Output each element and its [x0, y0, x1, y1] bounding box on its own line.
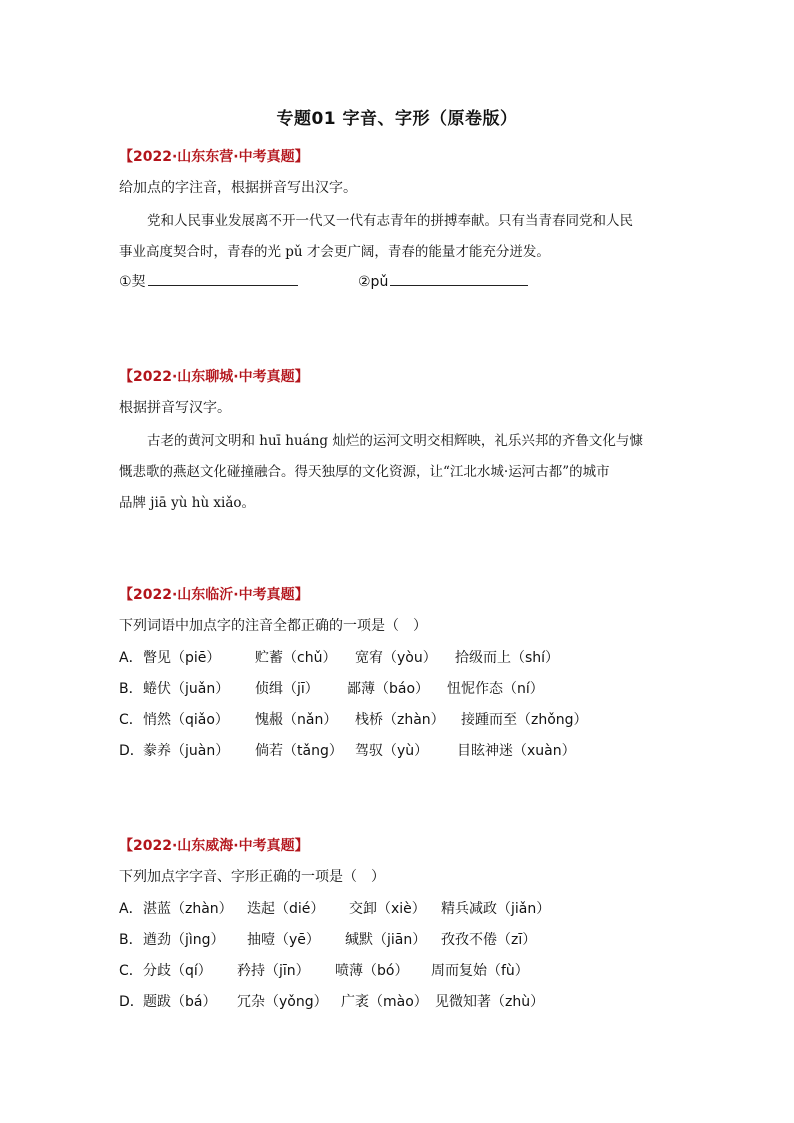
- option-c[interactable]: [119, 960, 529, 980]
- passage-line: 慨悲歌的燕赵文化碰撞融合。得天独厚的文化资源，让“江北水城·运河古都”的城市: [119, 464, 610, 480]
- option-term: 冗杂（yǒng）: [237, 994, 328, 1010]
- option-term: 题跋（bá）: [143, 994, 217, 1010]
- prompt-q1: 给加点的字注音，根据拼音写出汉字。: [119, 180, 357, 196]
- prompt-q3: 下列词语中加点字的注音全都正确的一项是（ ）: [119, 618, 427, 634]
- passage-line: 事业高度契合时，青春的光 pǔ 才会更广阔，青春的能量才能充分迸发。: [119, 244, 550, 260]
- blank1-input[interactable]: [148, 271, 298, 286]
- option-term: 孜孜不倦（zī）: [441, 932, 537, 948]
- option-letter: D．: [119, 743, 144, 759]
- source-tag-q3: 【2022·山东临沂·中考真题】: [119, 587, 309, 603]
- option-letter: B．: [119, 681, 143, 697]
- option-b[interactable]: [119, 678, 544, 698]
- option-letter: A．: [119, 650, 143, 666]
- option-term: 愧赧（nǎn）: [255, 712, 338, 728]
- option-d[interactable]: [119, 991, 544, 1011]
- answer-line-q1: [119, 271, 298, 291]
- option-term: 拾级而上（shí）: [455, 650, 560, 666]
- option-term: 忸怩作态（ní）: [447, 681, 544, 697]
- option-letter: A．: [119, 901, 143, 917]
- option-term: 豢养（juàn）: [143, 743, 230, 759]
- option-term: 悄然（qiǎo）: [143, 712, 229, 728]
- option-term: 接踵而至（zhǒng）: [461, 712, 588, 728]
- option-term: 精兵减政（jiǎn）: [441, 901, 551, 917]
- option-term: 广袤（mào）: [341, 994, 428, 1010]
- option-letter: C．: [119, 963, 143, 979]
- passage-line: 党和人民事业发展离不开一代又一代有志青年的拼搏奉献。只有当青春同党和人民: [147, 213, 633, 229]
- option-term: 交卸（xiè）: [349, 901, 426, 917]
- option-letter: B．: [119, 932, 143, 948]
- prompt-q2: 根据拼音写汉字。: [119, 400, 231, 416]
- option-term: 贮蓄（chǔ）: [255, 650, 337, 666]
- option-term: 驾驭（yù）: [355, 743, 429, 759]
- option-term: 宽宥（yòu）: [355, 650, 437, 666]
- option-term: 遒劲（jìng）: [143, 932, 225, 948]
- option-term: 鄙薄（báo）: [347, 681, 430, 697]
- answer-line-q1b: [358, 271, 528, 290]
- option-term: 湛蓝（zhàn）: [143, 901, 233, 917]
- option-term: 分歧（qí）: [143, 963, 212, 979]
- option-term: 栈桥（zhàn）: [355, 712, 445, 728]
- option-letter: C．: [119, 712, 143, 728]
- option-term: 矜持（jīn）: [237, 963, 310, 979]
- source-tag-q4: 【2022·山东威海·中考真题】: [119, 838, 309, 854]
- page-title: 专题01 字音、字形（原卷版）: [276, 109, 518, 129]
- option-term: 迭起（dié）: [247, 901, 325, 917]
- option-term: 蜷伏（juǎn）: [143, 681, 230, 697]
- option-term: 周而复始（fù）: [431, 963, 529, 979]
- option-term: 抽噎（yē）: [247, 932, 320, 948]
- source-tag-q2: 【2022·山东聊城·中考真题】: [119, 369, 309, 385]
- option-term: 喷薄（bó）: [335, 963, 409, 979]
- prompt-q4: 下列加点字字音、字形正确的一项是（ ）: [119, 869, 385, 885]
- option-term: 倘若（tǎng）: [255, 743, 343, 759]
- blank1-label: ①契: [119, 274, 146, 290]
- option-c[interactable]: [119, 709, 588, 729]
- option-letter: D．: [119, 994, 144, 1010]
- option-a[interactable]: [119, 898, 550, 918]
- option-term: 侦缉（jī）: [255, 681, 319, 697]
- option-b[interactable]: [119, 929, 536, 949]
- source-tag-q1: 【2022·山东东营·中考真题】: [119, 149, 309, 165]
- option-term: 目眩神迷（xuàn）: [457, 743, 576, 759]
- option-term: 缄默（jiān）: [345, 932, 427, 948]
- option-d[interactable]: [119, 740, 576, 760]
- option-term: 见微知著（zhù）: [435, 994, 545, 1010]
- option-a[interactable]: [119, 647, 559, 667]
- passage-line: 古老的黄河文明和 huī huáng 灿烂的运河文明交相辉映，礼乐兴邦的齐鲁文化与慷: [147, 433, 643, 449]
- blank2-input[interactable]: [390, 271, 528, 286]
- option-term: 瞥见（piē）: [143, 650, 221, 666]
- blank2-label: ②pǔ: [358, 274, 389, 290]
- passage-line: 品牌 jiā yù hù xiǎo。: [119, 495, 256, 511]
